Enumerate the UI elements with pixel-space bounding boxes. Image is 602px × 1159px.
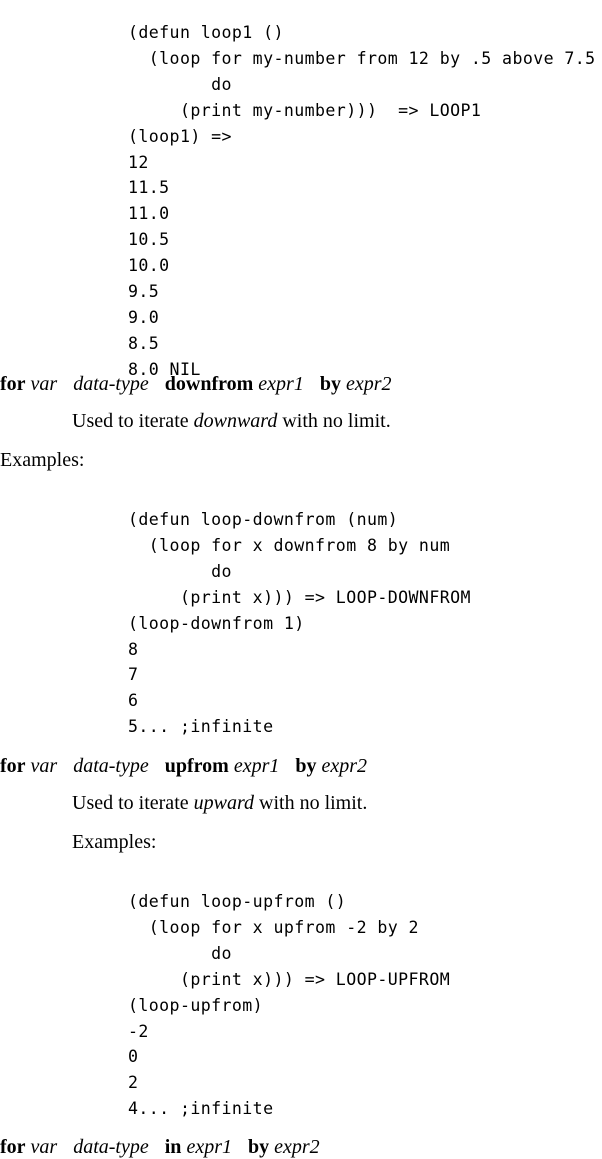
keyword-downfrom: downfrom — [164, 373, 254, 395]
arg-expr1: expr1 — [233, 755, 280, 777]
code-line: 2 — [128, 1073, 139, 1093]
code-line: 8 — [128, 639, 139, 659]
code-block-loop1 — [128, 20, 596, 383]
arg-expr1: expr1 — [186, 1136, 232, 1158]
code-line: -2 — [128, 1021, 149, 1041]
keyword-in: in — [164, 1136, 182, 1158]
arg-var: var — [30, 755, 58, 777]
code-line: (loop for x downfrom 8 by num — [128, 535, 451, 555]
code-line: 8.0 NIL — [128, 359, 201, 379]
keyword-by: by — [319, 373, 341, 395]
code-line: 9.0 — [128, 307, 160, 327]
code-line: 6 — [128, 691, 139, 711]
keyword-for: for — [0, 373, 26, 395]
code-line: 11.0 — [128, 204, 170, 224]
code-line: (loop1) => — [128, 126, 232, 146]
code-line: 12 — [128, 152, 149, 172]
arg-var: var — [30, 373, 58, 395]
description-downfrom: Used to iterate downward with no limit. — [72, 410, 391, 432]
keyword-by: by — [247, 1136, 270, 1158]
code-line: (defun loop-upfrom () — [128, 892, 347, 911]
code-line: do — [128, 74, 232, 94]
code-line: (print my-number))) => LOOP1 — [128, 100, 482, 120]
arg-expr2: expr2 — [321, 755, 368, 777]
examples-label: Examples: — [72, 831, 157, 853]
arg-data-type: data-type — [73, 373, 149, 395]
code-line: do — [128, 561, 232, 581]
code-line: 10.0 — [128, 256, 170, 276]
code-line: (defun loop-downfrom (num) — [128, 510, 399, 529]
keyword-for: for — [0, 755, 26, 777]
code-line: 4... ;infinite — [128, 1099, 274, 1119]
code-line: (print x))) => LOOP-UPFROM — [128, 969, 451, 989]
keyword-upfrom: upfrom — [164, 755, 229, 777]
code-line: 0 — [128, 1047, 139, 1067]
code-line: 8.5 — [128, 333, 160, 353]
heading-upfrom — [0, 754, 367, 778]
emphasis-upward: upward — [193, 792, 255, 814]
code-line: do — [128, 943, 232, 963]
arg-data-type: data-type — [73, 1136, 149, 1158]
emphasis-downward: downward — [193, 410, 278, 432]
keyword-for: for — [0, 1136, 26, 1158]
heading-in — [0, 1135, 320, 1159]
code-line: (loop-downfrom 1) — [128, 613, 305, 633]
code-line: 10.5 — [128, 230, 170, 250]
code-line: (defun loop1 () — [128, 23, 284, 42]
arg-expr2: expr2 — [345, 373, 392, 395]
code-line: 7 — [128, 665, 139, 685]
arg-var: var — [30, 1136, 58, 1158]
arg-expr1: expr1 — [258, 373, 304, 395]
code-line: 11.5 — [128, 178, 170, 198]
heading-downfrom — [0, 372, 392, 396]
code-block-upfrom — [128, 889, 450, 1122]
keyword-by: by — [295, 755, 317, 777]
examples-label: Examples: — [0, 449, 85, 471]
code-line: 5... ;infinite — [128, 717, 274, 737]
code-block-downfrom — [128, 507, 471, 740]
code-line: (loop-upfrom) — [128, 995, 264, 1015]
code-line: (loop for x upfrom -2 by 2 — [128, 917, 419, 937]
code-line: (print x))) => LOOP-DOWNFROM — [128, 587, 471, 607]
arg-data-type: data-type — [73, 755, 149, 777]
arg-expr2: expr2 — [274, 1136, 320, 1158]
code-line: (loop for my-number from 12 by .5 above 7.5 — [128, 48, 596, 68]
code-line: 9.5 — [128, 282, 160, 302]
description-upfrom: Used to iterate upward with no limit. — [72, 792, 368, 814]
